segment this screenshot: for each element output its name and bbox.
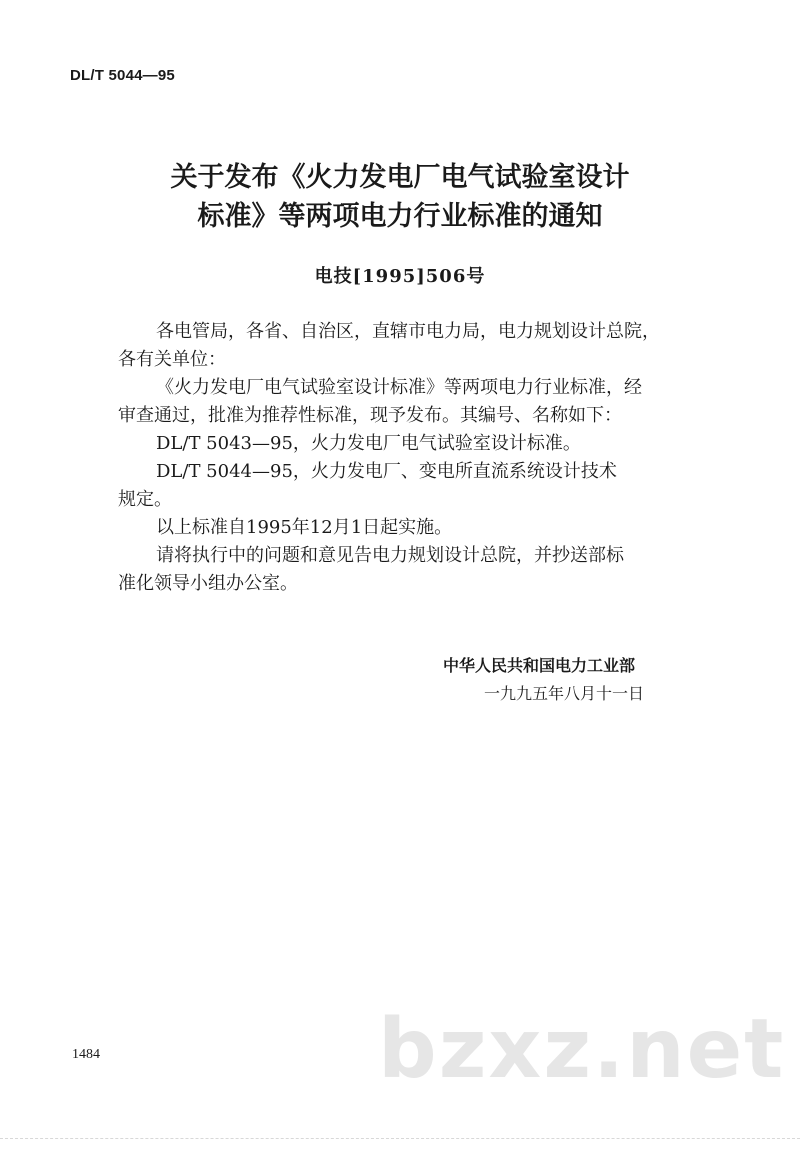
- effective-date-paragraph: 以上标准自1995年12月1日起实施。: [156, 517, 453, 538]
- feedback-paragraph-line-2: 准化领导小组办公室。: [118, 573, 298, 594]
- standard-item-2-line-1: DL/T 5044—95，火力发电厂、变电所直流系统设计技术: [156, 461, 617, 482]
- standard-item-1: DL/T 5043—95，火力发电厂电气试验室设计标准。: [156, 433, 581, 454]
- page-bottom-divider: [0, 1138, 800, 1139]
- standard-code-header: DL/T 5044—95: [70, 67, 175, 84]
- paragraph-1-line-2: 审查通过，批准为推荐性标准，现予发布。其编号、名称如下：: [118, 405, 622, 426]
- document-number: 电技[1995]506号: [314, 266, 486, 287]
- page-number: 1484: [72, 1047, 100, 1062]
- signature-date: 一九九五年八月十一日: [484, 684, 645, 703]
- signature-organization: 中华人民共和国电力工业部: [443, 656, 636, 675]
- title-line-2: 标准》等两项电力行业标准的通知: [197, 201, 603, 232]
- standard-item-2-line-2: 规定。: [118, 489, 172, 510]
- addressee-line-1: 各电管局，各省、自治区，直辖市电力局，电力规划设计总院，: [156, 321, 660, 342]
- notice-body: [118, 318, 718, 598]
- feedback-paragraph-line-1: 请将执行中的问题和意见告电力规划设计总院，并抄送部标: [156, 545, 624, 566]
- paragraph-1-line-1: 《火力发电厂电气试验室设计标准》等两项电力行业标准，经: [156, 377, 642, 398]
- notice-title: [0, 158, 800, 236]
- title-line-1: 关于发布《火力发电厂电气试验室设计: [170, 162, 630, 193]
- watermark: bzxz.net: [378, 1002, 786, 1097]
- addressee-line-2: 各有关单位：: [118, 349, 226, 370]
